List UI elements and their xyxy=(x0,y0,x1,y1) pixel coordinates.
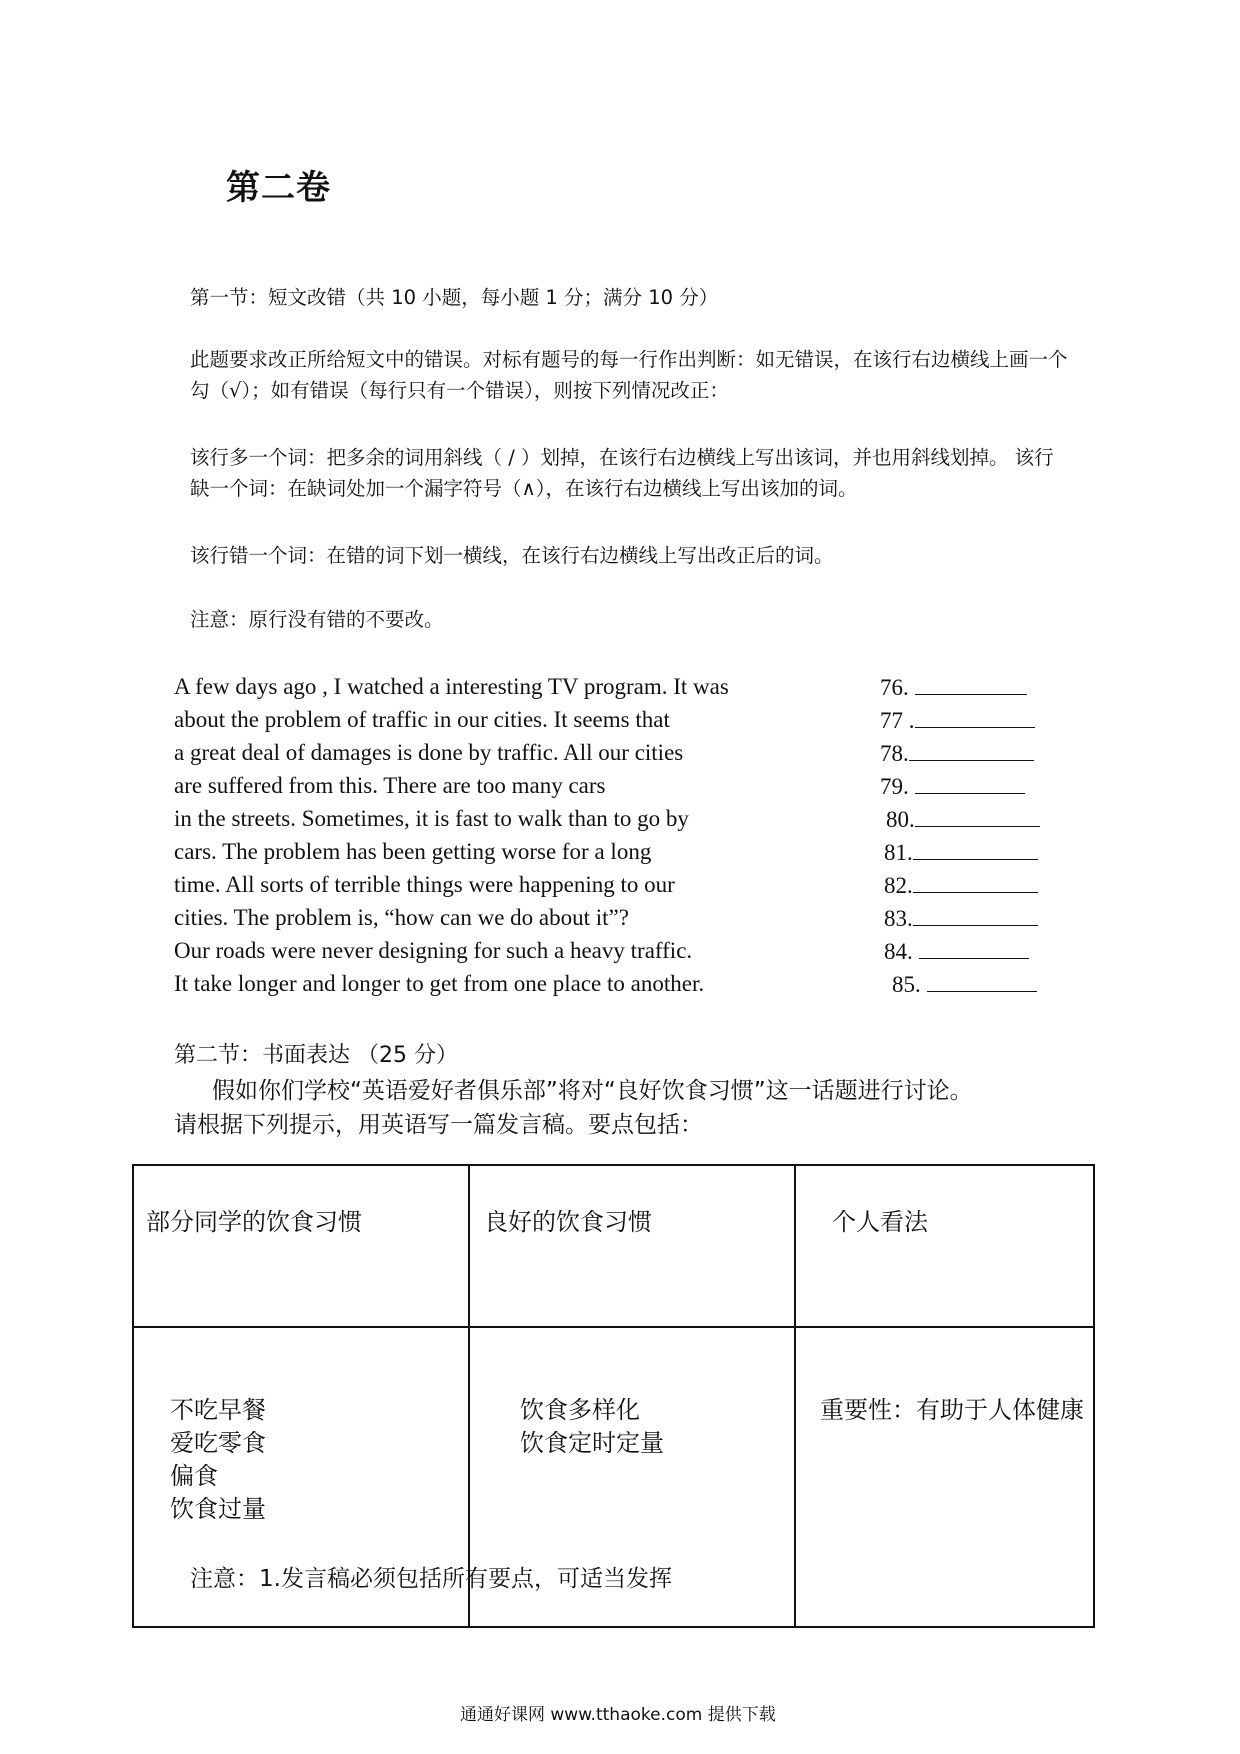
list-item: 饮食过量 xyxy=(170,1495,266,1523)
list-item: 偏食 xyxy=(170,1462,218,1490)
answer-77: 77 . xyxy=(880,707,1035,734)
answer-blank xyxy=(915,707,1035,728)
answer-76: 76. xyxy=(880,674,1027,701)
rule-wrong-word: 该行错一个词：在错的词下划一横线，在该行右边横线上写出改正后的词。 xyxy=(190,544,834,567)
section1-note: 注意：原行没有错的不要改。 xyxy=(190,608,444,631)
answer-blank xyxy=(915,773,1025,794)
footer-text: 通通好课网 www.tthaoke.com 提供下载 xyxy=(460,1705,776,1725)
section2-heading: 第二节：书面表达 （25 分） xyxy=(174,1043,458,1068)
passage-line-82: time. All sorts of terrible things were happening to our xyxy=(174,872,675,897)
passage-line-79: are suffered from this. There are too many cars xyxy=(174,773,606,798)
section1-heading: 第一节：短文改错（共 10 小题，每小题 1 分；满分 10 分） xyxy=(190,286,719,309)
outline-table xyxy=(132,1164,1095,1628)
answer-84: 84. xyxy=(884,938,1029,965)
answer-blank xyxy=(919,938,1029,959)
section2-note: 注意：1.发言稿必须包括所有要点，可适当发挥 xyxy=(190,1566,672,1592)
answer-blank xyxy=(927,971,1037,992)
answer-83: 83. xyxy=(884,905,1038,932)
answer-blank xyxy=(915,674,1027,695)
passage-line-76: A few days ago , I watched a interesting TV program. It was xyxy=(174,674,729,699)
list-item: 饮食定时定量 xyxy=(520,1429,664,1457)
answer-blank xyxy=(915,806,1040,827)
table-body-cell xyxy=(795,1327,1094,1627)
answer-blank xyxy=(913,839,1038,860)
passage-line-80: in the streets. Sometimes, it is fast to walk than to go by xyxy=(174,806,689,831)
passage-line-81: cars. The problem has been getting worse for a long xyxy=(174,839,652,864)
table-header-cell: 良好的饮食习惯 xyxy=(469,1165,795,1327)
list-item: 爱吃零食 xyxy=(170,1429,266,1457)
passage-line-77: about the problem of traffic in our cities. It seems that xyxy=(174,707,670,732)
page-title: 第二卷 xyxy=(226,168,331,208)
answer-blank xyxy=(909,740,1034,761)
list-item: 不吃早餐 xyxy=(170,1396,266,1424)
section1-instructions: 此题要求改正所给短文中的错误。对标有题号的每一行作出判断：如无错误，在该行右边横线上画一个勾（√）；如有错误（每行只有一个错误），则按下列情况改正： xyxy=(190,348,1068,402)
passage-line-84: Our roads were never designing for such a heavy traffic. xyxy=(174,938,693,963)
list-item: 重要性：有助于人体健康 xyxy=(820,1396,1084,1424)
section2-prompt-line1: 假如你们学校“英语爱好者俱乐部”将对“良好饮食习惯”这一话题进行讨论。 xyxy=(212,1078,973,1104)
answer-79: 79. xyxy=(880,773,1025,800)
answer-85: 85. xyxy=(892,971,1037,998)
section2-prompt-line2: 请根据下列提示，用英语写一篇发言稿。要点包括： xyxy=(174,1112,703,1138)
answer-blank xyxy=(913,872,1038,893)
table-header-cell: 个人看法 xyxy=(795,1165,1094,1327)
passage-line-78: a great deal of damages is done by traffic. All our cities xyxy=(174,740,684,765)
passage-line-85: It take longer and longer to get from one place to another. xyxy=(174,971,705,996)
answer-blank xyxy=(913,905,1038,926)
answer-82: 82. xyxy=(884,872,1038,899)
list-item: 饮食多样化 xyxy=(520,1396,640,1424)
answer-81: 81. xyxy=(884,839,1038,866)
passage-line-83: cities. The problem is, “how can we do about it”? xyxy=(174,905,629,930)
answer-80: 80. xyxy=(886,806,1040,833)
rule-extra-word: 该行多一个词：把多余的词用斜线（ / ）划掉，在该行右边横线上写出该词，并也用斜线划掉。 该行缺一个词：在缺词处加一个漏字符号（∧），在该行右边横线上写出该加的词。 xyxy=(190,446,1054,500)
table-header-cell: 部分同学的饮食习惯 xyxy=(133,1165,469,1327)
answer-78: 78. xyxy=(880,740,1034,767)
